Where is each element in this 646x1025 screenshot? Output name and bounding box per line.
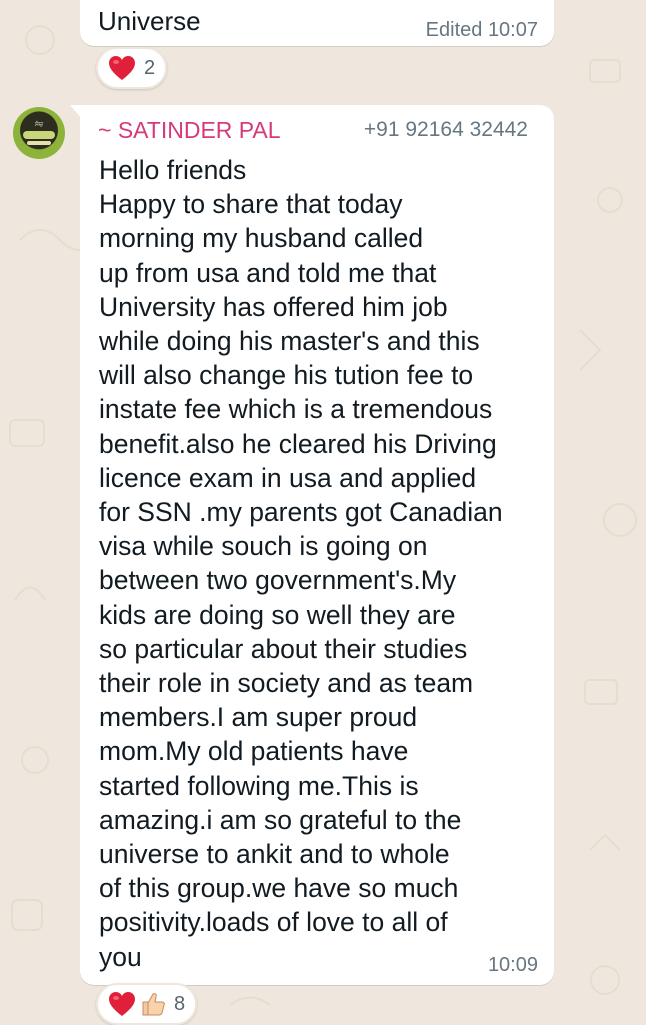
avatar-logo-line bbox=[27, 141, 51, 145]
message-line: you bbox=[99, 941, 142, 972]
message-line: for SSN .my parents got Canadian bbox=[99, 497, 503, 528]
message-line: licence exam in usa and applied bbox=[99, 462, 477, 493]
previous-message-reactions[interactable] bbox=[96, 47, 167, 89]
message-line: kids are doing so well they are bbox=[99, 599, 456, 630]
message-line: of this group.we have so much bbox=[99, 873, 459, 904]
message-line: so particular about their studies bbox=[99, 633, 468, 664]
message-line: Hello friends bbox=[99, 155, 247, 185]
previous-message-text: Universe bbox=[98, 6, 201, 36]
sender-avatar[interactable] bbox=[13, 107, 65, 159]
heart-icon bbox=[108, 991, 136, 1017]
message-line: benefit.also he cleared his Driving bbox=[99, 428, 497, 459]
previous-message-bubble[interactable] bbox=[80, 0, 554, 46]
sender-phone[interactable]: +91 92164 32442 bbox=[363, 118, 528, 141]
previous-message-time: Edited 10:07 bbox=[425, 19, 538, 41]
avatar-logo-band bbox=[23, 131, 55, 139]
thumbs-up-icon bbox=[140, 991, 166, 1017]
message-line: will also change his tution fee to bbox=[99, 360, 474, 391]
message-line: University has offered him job bbox=[99, 291, 448, 322]
message-text bbox=[99, 153, 549, 974]
message-time: 10:09 bbox=[487, 954, 538, 976]
message-line: mom.My old patients have bbox=[99, 736, 409, 767]
heart-icon bbox=[108, 55, 136, 81]
message-line: between two government's.My bbox=[99, 565, 457, 596]
message-line: Happy to share that today bbox=[99, 189, 403, 220]
message-line: started following me.This is bbox=[99, 770, 419, 801]
message-line: positivity.loads of love to all of bbox=[99, 907, 448, 938]
message-line: their role in society and as team bbox=[99, 668, 474, 699]
sender-name[interactable]: ~ SATINDER PAL bbox=[98, 117, 281, 143]
message-line: universe to ankit and to whole bbox=[99, 839, 450, 870]
reaction-count: 2 bbox=[144, 56, 156, 79]
avatar-logo-text: ਸੋਚ bbox=[34, 121, 44, 128]
message-line: up from usa and told me that bbox=[99, 257, 437, 288]
message-line: instate fee which is a tremendous bbox=[99, 394, 493, 425]
message-bubble[interactable] bbox=[80, 105, 554, 985]
reaction-count: 8 bbox=[174, 992, 186, 1015]
message-line: visa while souch is going on bbox=[99, 531, 428, 562]
message-line: morning my husband called bbox=[99, 223, 424, 254]
message-line: while doing his master's and this bbox=[99, 326, 480, 357]
message-line: members.I am super proud bbox=[99, 702, 418, 733]
message-line: amazing.i am so grateful to the bbox=[99, 804, 462, 835]
message-reactions[interactable] bbox=[96, 983, 197, 1025]
